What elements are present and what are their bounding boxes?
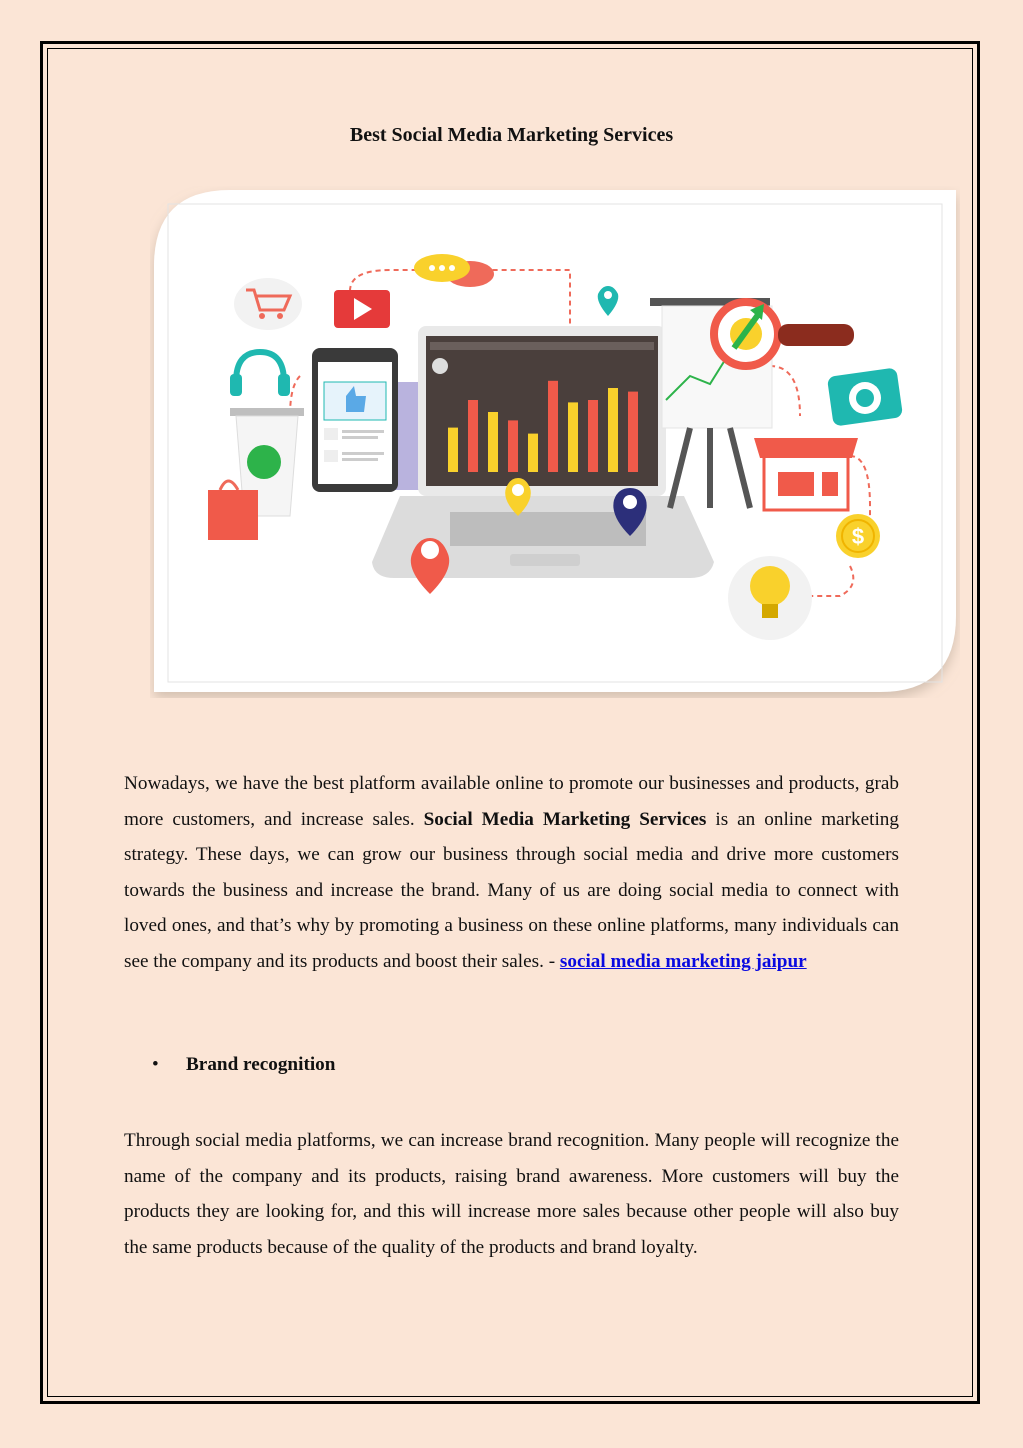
screen-bar	[468, 400, 478, 472]
screen-bar	[628, 392, 638, 472]
intro-text-start: Nowadays, we have the best platform available online to promote our businesses and products, grab more customers, and increase sales.	[124, 773, 899, 830]
intro-bold-term: Social Media Marketing Services	[423, 808, 707, 830]
dollar-coin-icon	[836, 514, 880, 558]
screen-bar	[608, 388, 618, 472]
bullet-label: Brand recognition	[186, 1054, 336, 1075]
screen-bar	[588, 400, 598, 472]
screen-bar	[508, 420, 518, 472]
dollar-symbol: $	[851, 524, 865, 549]
camera-icon	[827, 367, 903, 426]
illustration-svg	[150, 186, 960, 698]
store-icon	[754, 438, 858, 510]
marketing-illustration	[150, 186, 960, 698]
screen-bar	[528, 434, 538, 472]
video-play-icon	[334, 290, 390, 328]
light-bulb-icon	[728, 556, 812, 640]
screen-bar	[488, 412, 498, 472]
brand-paragraph: Through social media platforms, we can increase brand recognition. Many people will recognize the name of the company and its products, raising brand awareness. More customers will buy the products they are looking for, and this will increase more sales because other people will also buy the same products because of the quality of the products and brand loyalty.	[124, 1130, 899, 1258]
intro-paragraph	[124, 766, 899, 980]
screen-bar	[448, 428, 458, 472]
bullet-item-brand-recognition	[152, 1054, 335, 1076]
screen-bar	[548, 381, 558, 472]
intro-text-end: is an online marketing strategy. These days, we can grow our business through social media and drive more customers towards the business and increase the brand. Many of us are doing social media to connect with loved ones, and that’s why by promoting a business on these online platforms, many individuals can see the company and its products and boost their sales. -	[124, 808, 899, 972]
shopping-cart-icon	[234, 278, 302, 330]
bullet-symbol: •	[152, 1054, 159, 1075]
page-title: Best Social Media Marketing Services	[349, 124, 674, 146]
jaipur-link[interactable]: social media marketing jaipur	[559, 950, 807, 972]
screen-bar	[568, 402, 578, 472]
